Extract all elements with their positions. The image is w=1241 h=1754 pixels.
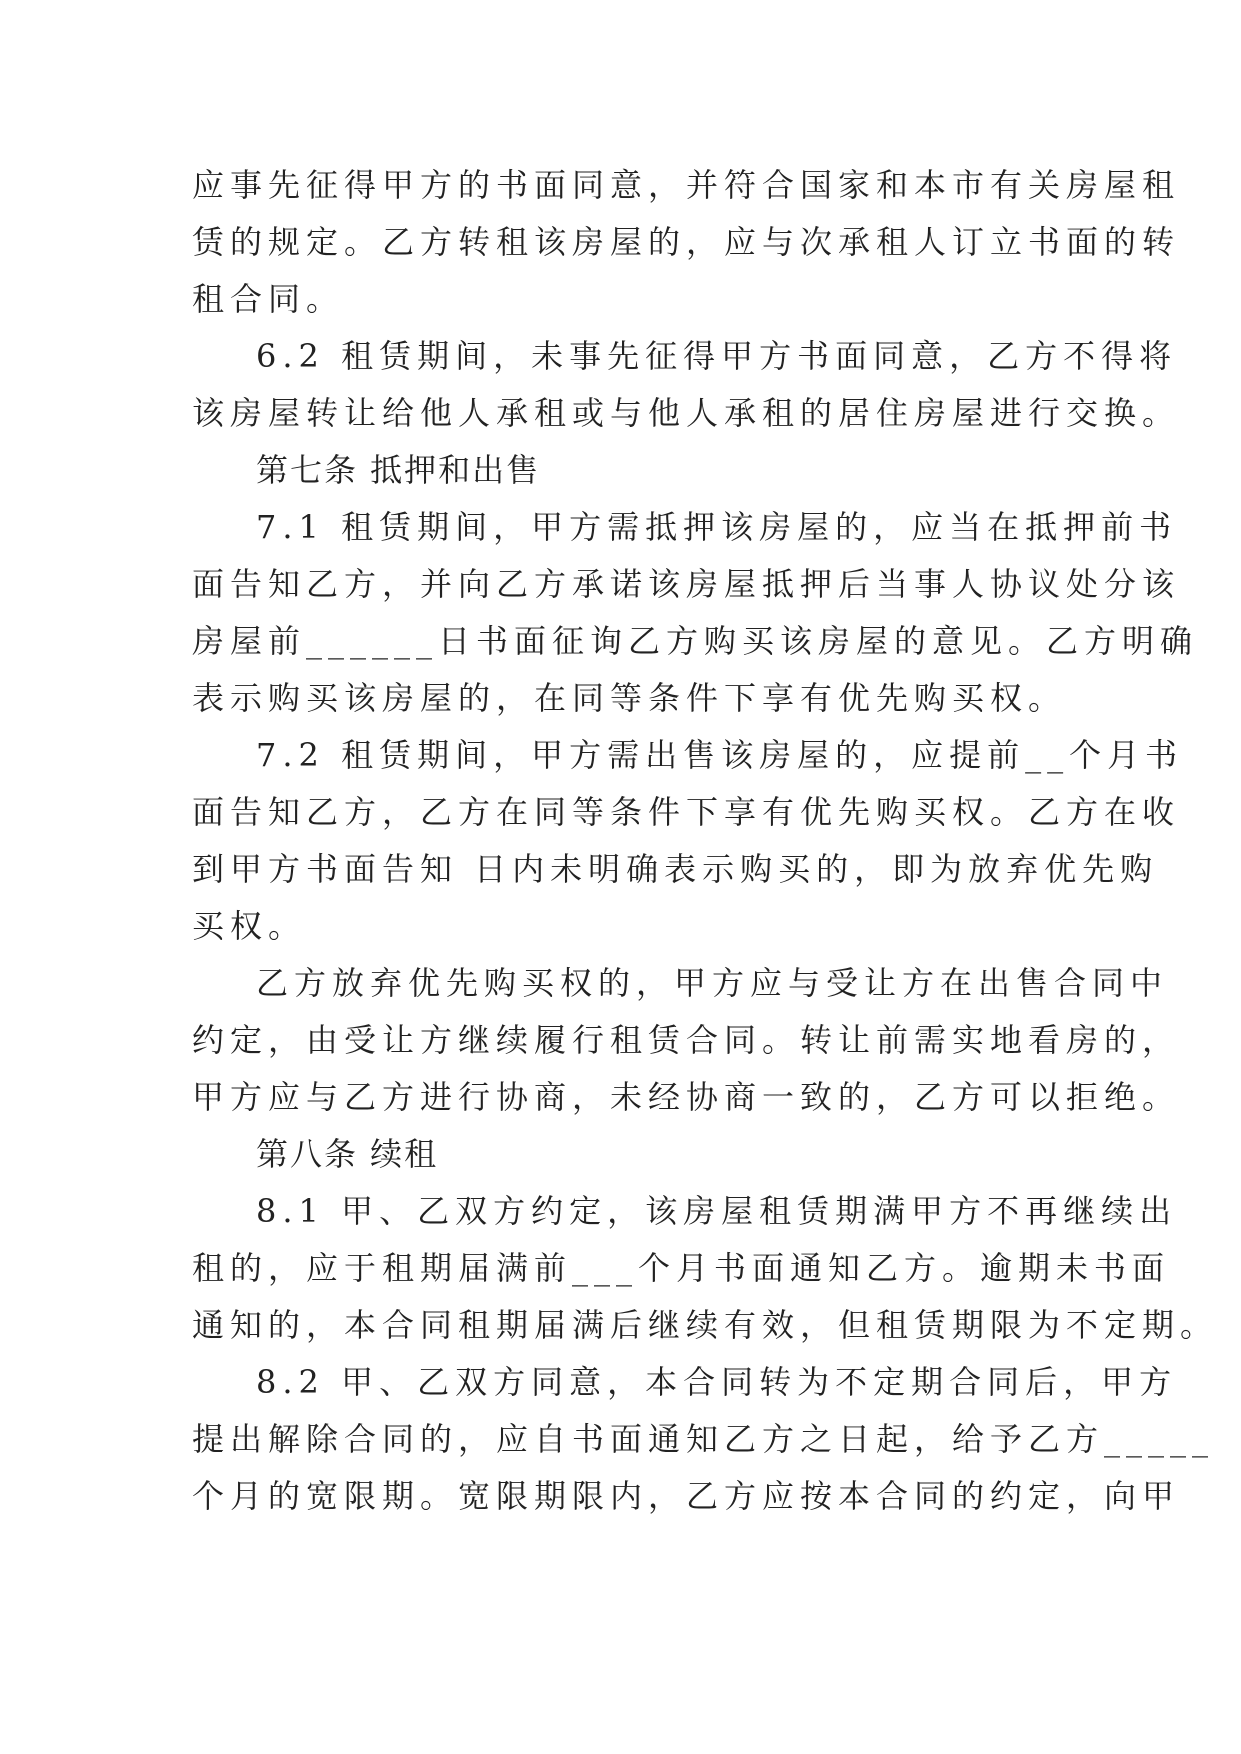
text-line: 提出解除合同的，应自书面通知乙方之日起，给予乙方_____ — [192, 1420, 1215, 1458]
text-line: 赁的规定。乙方转租该房屋的，应与次承租人订立书面的转 — [192, 223, 1181, 261]
text-line: 甲方应与乙方进行协商，未经协商一致的，乙方可以拒绝。 — [192, 1078, 1181, 1116]
section-heading-article-8: 第八条 续租 — [256, 1135, 439, 1173]
text-line: 约定，由受让方继续履行租赁合同。转让前需实地看房的， — [192, 1021, 1181, 1059]
text-line: 表示购买该房屋的，在同等条件下享有优先购买权。 — [192, 679, 1067, 717]
text-line: 该房屋转让给他人承租或与他人承租的居住房屋进行交换。 — [192, 394, 1181, 432]
text-line: 通知的，本合同租期届满后继续有效，但租赁期限为不定期。 — [192, 1306, 1219, 1344]
text-line: 应事先征得甲方的书面同意，并符合国家和本市有关房屋租 — [192, 166, 1181, 204]
text-line: 租的，应于租期届满前___个月书面通知乙方。逾期未书面 — [192, 1249, 1171, 1287]
text-line: 房屋前______日书面征询乙方购买该房屋的意见。乙方明确 — [192, 622, 1199, 660]
text-line: 租合同。 — [192, 280, 345, 318]
paragraph-6-2: 6.2 租赁期间，未事先征得甲方书面同意，乙方不得将 — [256, 337, 1178, 375]
text-line: 到甲方书面告知 日内未明确表示购买的，即为放弃优先购 — [192, 850, 1159, 888]
paragraph-8-2: 8.2 甲、乙双方同意，本合同转为不定期合同后，甲方 — [256, 1363, 1178, 1401]
text-line: 面告知乙方，乙方在同等条件下享有优先购买权。乙方在收 — [192, 793, 1181, 831]
text-line: 个月的宽限期。宽限期限内，乙方应按本合同的约定，向甲 — [192, 1477, 1181, 1515]
section-heading-article-7: 第七条 抵押和出售 — [256, 451, 541, 489]
text-line: 买权。 — [192, 907, 307, 945]
paragraph-7-2: 7.2 租赁期间，甲方需出售该房屋的，应提前__个月书 — [256, 736, 1184, 774]
paragraph-8-1: 8.1 甲、乙双方约定，该房屋租赁期满甲方不再继续出 — [256, 1192, 1178, 1230]
paragraph-waiver: 乙方放弃优先购买权的，甲方应与受让方在出售合同中 — [256, 964, 1169, 1002]
text-line: 面告知乙方，并向乙方承诺该房屋抵押后当事人协议处分该 — [192, 565, 1181, 603]
paragraph-7-1: 7.1 租赁期间，甲方需抵押该房屋的，应当在抵押前书 — [256, 508, 1178, 546]
